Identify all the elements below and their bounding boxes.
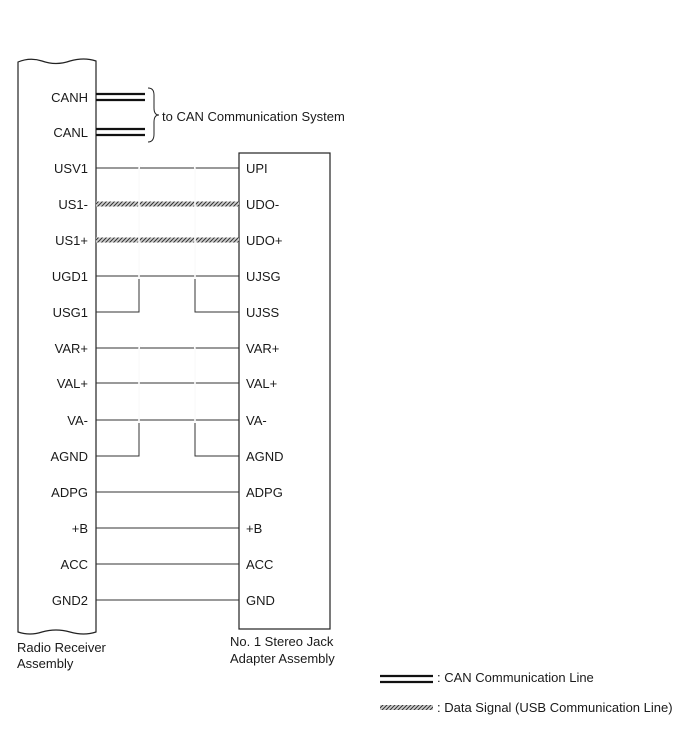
right-pin-label: VAL+ [246, 376, 278, 391]
drain-wire-left [96, 420, 139, 456]
left-pin-label: US1- [58, 197, 88, 212]
shield-tube-inner [139, 345, 195, 423]
left-pin-label: +B [71, 521, 88, 536]
drain-wire-right [195, 276, 239, 312]
legend-data-label: : Data Signal (USB Communication Line) [437, 700, 673, 715]
legend-can-label: : CAN Communication Line [437, 670, 594, 685]
right-pin-label: ADPG [246, 485, 283, 500]
legend-data-symbol [380, 705, 433, 710]
radio-receiver-label-line1: Radio Receiver [17, 640, 106, 655]
left-pin-label: CANL [53, 125, 88, 140]
drain-wire-right [195, 420, 239, 456]
stereo-jack-label-line2: Adapter Assembly [230, 651, 335, 666]
can-brace [148, 88, 159, 142]
left-pin-label: USV1 [54, 161, 88, 176]
radio-receiver-label-line2: Assembly [17, 656, 74, 671]
stereo-jack-label-line1: No. 1 Stereo Jack [230, 634, 334, 649]
left-pin-label: VA- [67, 413, 88, 428]
right-pin-label: VA- [246, 413, 267, 428]
right-pin-label: UPI [246, 161, 268, 176]
left-pin-label: ACC [60, 557, 88, 572]
data-signal-wire [96, 202, 239, 207]
left-pin-label: CANH [51, 90, 88, 105]
right-pin-label: ACC [246, 557, 274, 572]
left-pin-label: VAR+ [54, 341, 88, 356]
drain-wire-left [96, 276, 139, 312]
right-pin-label: AGND [246, 449, 284, 464]
left-pin-label: ADPG [51, 485, 88, 500]
can-system-note: to CAN Communication System [162, 109, 345, 124]
shield-tube [139, 165, 195, 279]
shield-tube [139, 345, 195, 423]
legend-can-symbol [380, 676, 433, 682]
right-pin-label: VAR+ [246, 341, 280, 356]
can-bus-lines [96, 94, 145, 135]
right-pin-label: GND [246, 593, 275, 608]
right-pin-label: UJSS [246, 305, 280, 320]
left-pin-label: GND2 [51, 593, 88, 608]
left-pin-label: AGND [50, 449, 88, 464]
shield-tube-inner [139, 165, 195, 279]
right-pin-label: UDO+ [246, 233, 283, 248]
right-pin-label: UDO- [246, 197, 280, 212]
right-pin-label: +B [246, 521, 263, 536]
left-pin-label: USG1 [52, 305, 88, 320]
wires [96, 168, 239, 600]
left-pin-label: UGD1 [51, 269, 88, 284]
data-signal-wire [96, 238, 239, 243]
left-pin-label: VAL+ [56, 376, 88, 391]
right-pin-label: UJSG [246, 269, 281, 284]
left-pin-label: US1+ [55, 233, 88, 248]
